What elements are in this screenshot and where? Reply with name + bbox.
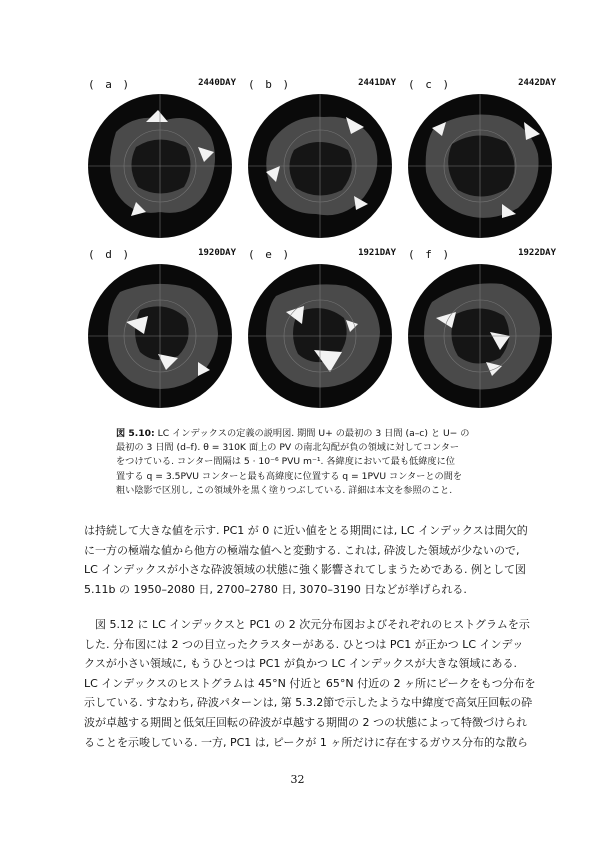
caption-line: をつけている. コンター間隔は 5 · 10⁻⁶ PVU m⁻¹. 各緯度において最も低緯度に位	[116, 456, 455, 468]
polar-map	[86, 92, 234, 240]
caption-line: 最初の 3 日間 (d–f). θ = 310K 面上の PV の南北勾配が負の領域に対してコンター	[116, 442, 460, 454]
panel-f	[400, 240, 560, 410]
panel-label: ( b )	[248, 78, 292, 91]
polar-map	[406, 262, 554, 410]
panel-label: ( e )	[248, 248, 292, 261]
caption-line: 図 5.10: LC インデックスの定義の説明図. 期間 U+ の最初の 3 日間 (a–c) と U− の	[116, 428, 470, 439]
text-line: 図 5.12 に LC インデックスと PC1 の 2 次元分布図およびそれぞれのヒストグラムを示	[95, 618, 530, 631]
panel-day: 2440DAY	[198, 78, 236, 88]
panel-day: 2442DAY	[518, 78, 556, 88]
text-line: LC インデックスが小さな砕波領域の状態に強く影響されてしまうためである. 例として図	[84, 563, 526, 577]
panel-label: ( f )	[408, 248, 452, 261]
panel-e	[240, 240, 400, 410]
caption-line: 粗い陰影で区別し, この領域外を黒く塗りつぶしている. 詳細は本文を参照のこと.	[116, 484, 453, 496]
text-line: 波が卓越する期間と低気圧回転の砕波が卓越する期間の 2 つの状態によって特徴づけられ	[84, 715, 527, 729]
panel-day: 2441DAY	[358, 78, 396, 88]
polar-map	[86, 262, 234, 410]
panel-day: 1922DAY	[518, 248, 556, 258]
panel-day: 1921DAY	[358, 248, 396, 258]
panel-d	[80, 240, 240, 410]
text-line: 5.11b の 1950–2080 日, 2700–2780 日, 3070–3190 日などが挙げられる.	[84, 582, 467, 596]
page-number: 32	[290, 773, 305, 786]
figure-caption	[116, 427, 520, 498]
panel-label: ( d )	[88, 248, 132, 261]
panel-b	[240, 70, 400, 240]
panel-label: ( a )	[88, 78, 132, 91]
text-line: した. 分布図には 2 つの目立ったクラスターがある. ひとつは PC1 が正かつ LC インデッ	[84, 637, 524, 651]
panel-c	[400, 70, 560, 240]
caption-line: 置する q = 3.5PVU コンターと最も高緯度に位置する q = 1PVU コンターとの間を	[116, 470, 463, 482]
panel-label: ( c )	[408, 78, 452, 91]
text-line: に一方の極端な値から他方の極端な値へと変動する. これは, 砕波した領域が少ないので,	[84, 543, 520, 557]
paragraph-2	[84, 615, 550, 752]
polar-map	[246, 262, 394, 410]
panel-a	[80, 70, 240, 240]
polar-map	[246, 92, 394, 240]
polar-map	[406, 92, 554, 240]
text-line: ることを示唆している. 一方, PC1 は, ピークが 1 ヶ所だけに存在するガウス分布的な散ら	[84, 735, 529, 749]
panel-day: 1920DAY	[198, 248, 236, 258]
text-line: クスが小さい領域に, もうひとつは PC1 が負かつ LC インデックスが大きな領域にある.	[84, 657, 517, 671]
text-line: LC インデックスのヒストグラムは 45°N 付近と 65°N 付近の 2 ヶ所にピークをもつ分布を	[84, 676, 536, 690]
text-line: 示している. すなわち, 砕波パターンは, 第 5.3.2節で示したような中緯度で高気圧回転の砕	[84, 696, 533, 710]
text-line: は持続して大きな値を示す. PC1 が 0 に近い値をとる期間には, LC インデックスは間欠的	[84, 524, 528, 537]
figure-number: 図 5.10:	[116, 428, 155, 439]
paragraph-1	[84, 521, 550, 599]
figure-5-10	[80, 70, 560, 420]
